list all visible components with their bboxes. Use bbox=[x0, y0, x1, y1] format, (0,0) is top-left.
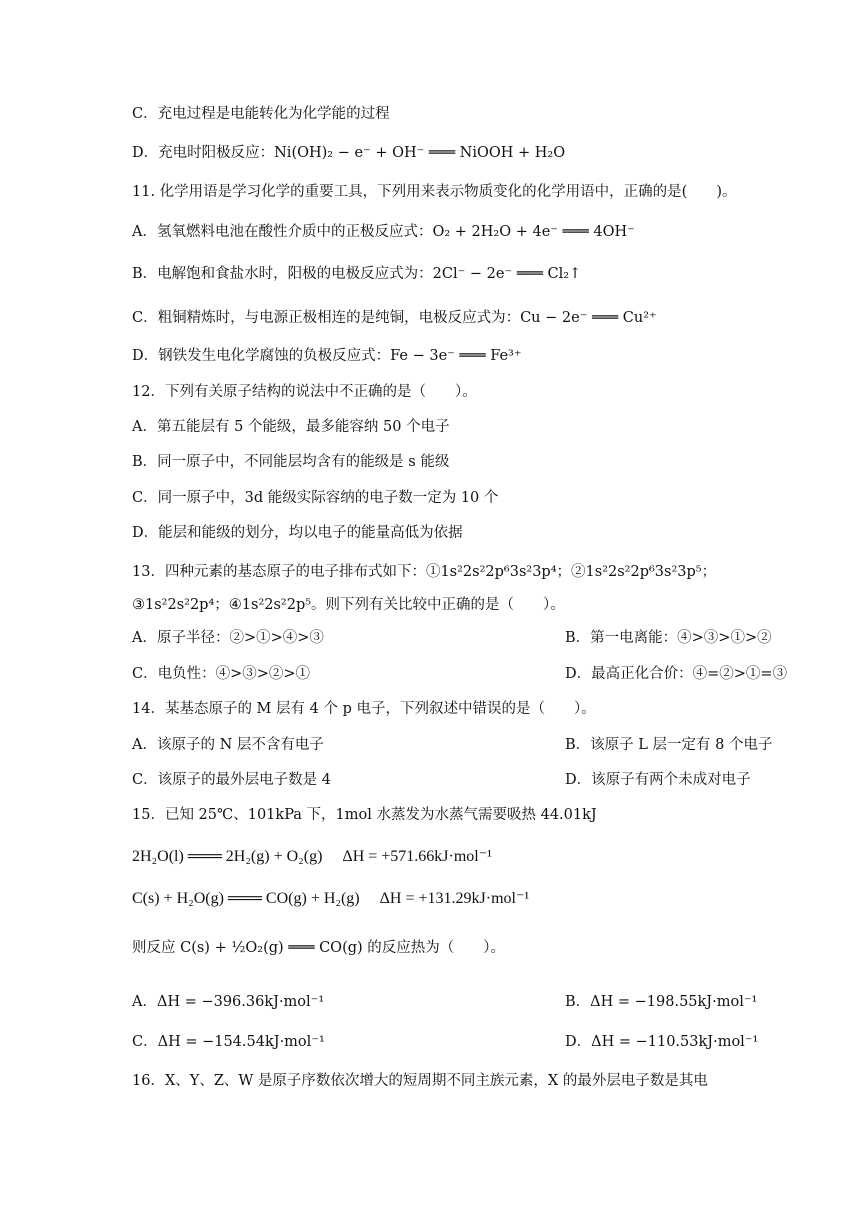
option-line bbox=[132, 417, 450, 437]
option-c: C．ΔH = −154.54kJ·mol⁻¹ bbox=[132, 1034, 325, 1050]
line-text: 15．已知 25℃、101kPa 下，1mol 水蒸发为水蒸气需要吸热 44.01kJ bbox=[132, 807, 597, 823]
option-row bbox=[132, 735, 773, 755]
equation-text: C(s) + H₂O(g) ═══ CO(g) + H₂(g) ΔH = +131.29kJ·mol⁻¹ bbox=[132, 890, 530, 907]
option-line bbox=[132, 308, 657, 328]
line-text: ③1s²2s²2p⁴；④1s²2s²2p⁵。则下列有关比较中正确的是（ ）。 bbox=[132, 597, 565, 613]
option-a: A．原子半径：②>①>④>③ bbox=[132, 630, 324, 646]
option-row bbox=[132, 770, 751, 790]
option-line bbox=[132, 488, 498, 508]
question-line bbox=[132, 699, 596, 719]
option-a: A．该原子的 N 层不含有电子 bbox=[132, 737, 324, 753]
option-row bbox=[132, 1032, 759, 1052]
question-line bbox=[132, 805, 597, 825]
option-line bbox=[132, 143, 565, 163]
line-text: C．粗铜精炼时，与电源正极相连的是纯铜，电极反应式为：Cu − 2e⁻ ═══ Cu²⁺ bbox=[132, 310, 657, 326]
option-c: C．该原子的最外层电子数是 4 bbox=[132, 772, 331, 788]
option-line bbox=[132, 523, 463, 543]
question-line bbox=[132, 938, 505, 958]
line-text: D．充电时阳极反应：Ni(OH)₂ − e⁻ + OH⁻ ═══ NiOOH + H₂O bbox=[132, 145, 566, 161]
line-text: B．电解饱和食盐水时，阳极的电极反应式为：2Cl⁻ − 2e⁻ ═══ Cl₂↑ bbox=[132, 266, 582, 282]
line-text: C．充电过程是电能转化为化学能的过程 bbox=[132, 106, 390, 122]
question-line bbox=[132, 382, 477, 402]
line-text: 16．X、Y、Z、W 是原子序数依次增大的短周期不同主族元素，X 的最外层电子数是其电 bbox=[132, 1073, 708, 1089]
option-a: A．ΔH = −396.36kJ·mol⁻¹ bbox=[132, 994, 325, 1010]
line-text: 12．下列有关原子结构的说法中不正确的是（ ）。 bbox=[132, 384, 477, 400]
equation-text: 2H₂O(l) ═══ 2H₂(g) + O₂(g) ΔH = +571.66kJ·mol⁻¹ bbox=[132, 848, 492, 865]
line-text: 11. 化学用语是学习化学的重要工具，下列用来表示物质变化的化学用语中，正确的是( )。 bbox=[132, 184, 737, 200]
option-d: D．该原子有两个未成对电子 bbox=[565, 772, 751, 788]
line-text: A．氢氧燃料电池在酸性介质中的正极反应式：O₂ + 2H₂O + 4e⁻ ═══ 4OH⁻ bbox=[132, 224, 635, 240]
line-text: C．同一原子中，3d 能级实际容纳的电子数一定为 10 个 bbox=[132, 490, 499, 506]
option-line bbox=[132, 264, 581, 284]
option-row bbox=[132, 992, 758, 1012]
equation-line bbox=[132, 847, 492, 867]
line-text: 则反应 C(s) + ½O₂(g) ═══ CO(g) 的反应热为（ ）。 bbox=[132, 940, 506, 956]
line-text: B．同一原子中，不同能层均含有的能级是 s 能级 bbox=[132, 454, 450, 470]
option-b: B．第一电离能：④>③>①>② bbox=[565, 630, 772, 646]
option-row bbox=[132, 628, 772, 648]
option-line bbox=[132, 346, 522, 366]
option-b: B．该原子 L 层一定有 8 个电子 bbox=[565, 737, 773, 753]
option-line bbox=[132, 104, 390, 124]
question-line bbox=[132, 595, 565, 615]
line-text: A．第五能层有 5 个能级，最多能容纳 50 个电子 bbox=[132, 419, 450, 435]
question-line bbox=[132, 182, 736, 202]
option-row bbox=[132, 664, 788, 684]
option-c: C．电负性：④>③>②>① bbox=[132, 666, 311, 682]
line-text: D．钢铁发生电化学腐蚀的负极反应式：Fe − 3e⁻ ═══ Fe³⁺ bbox=[132, 348, 522, 364]
option-line bbox=[132, 452, 449, 472]
line-text: 14．某基态原子的 M 层有 4 个 p 电子，下列叙述中错误的是（ ）。 bbox=[132, 701, 596, 717]
equation-line bbox=[132, 889, 529, 909]
question-line bbox=[132, 562, 716, 582]
option-d: D．ΔH = −110.53kJ·mol⁻¹ bbox=[565, 1034, 759, 1050]
line-text: D．能层和能级的划分，均以电子的能量高低为依据 bbox=[132, 525, 463, 541]
option-line bbox=[132, 222, 635, 242]
option-b: B．ΔH = −198.55kJ·mol⁻¹ bbox=[565, 994, 758, 1010]
line-text: 13．四种元素的基态原子的电子排布式如下：①1s²2s²2p⁶3s²3p⁴；②1s²2s²2p⁶3s²3p⁵； bbox=[132, 564, 717, 580]
option-d: D．最高正化合价：④=②>①=③ bbox=[565, 666, 788, 682]
question-line bbox=[132, 1071, 708, 1091]
